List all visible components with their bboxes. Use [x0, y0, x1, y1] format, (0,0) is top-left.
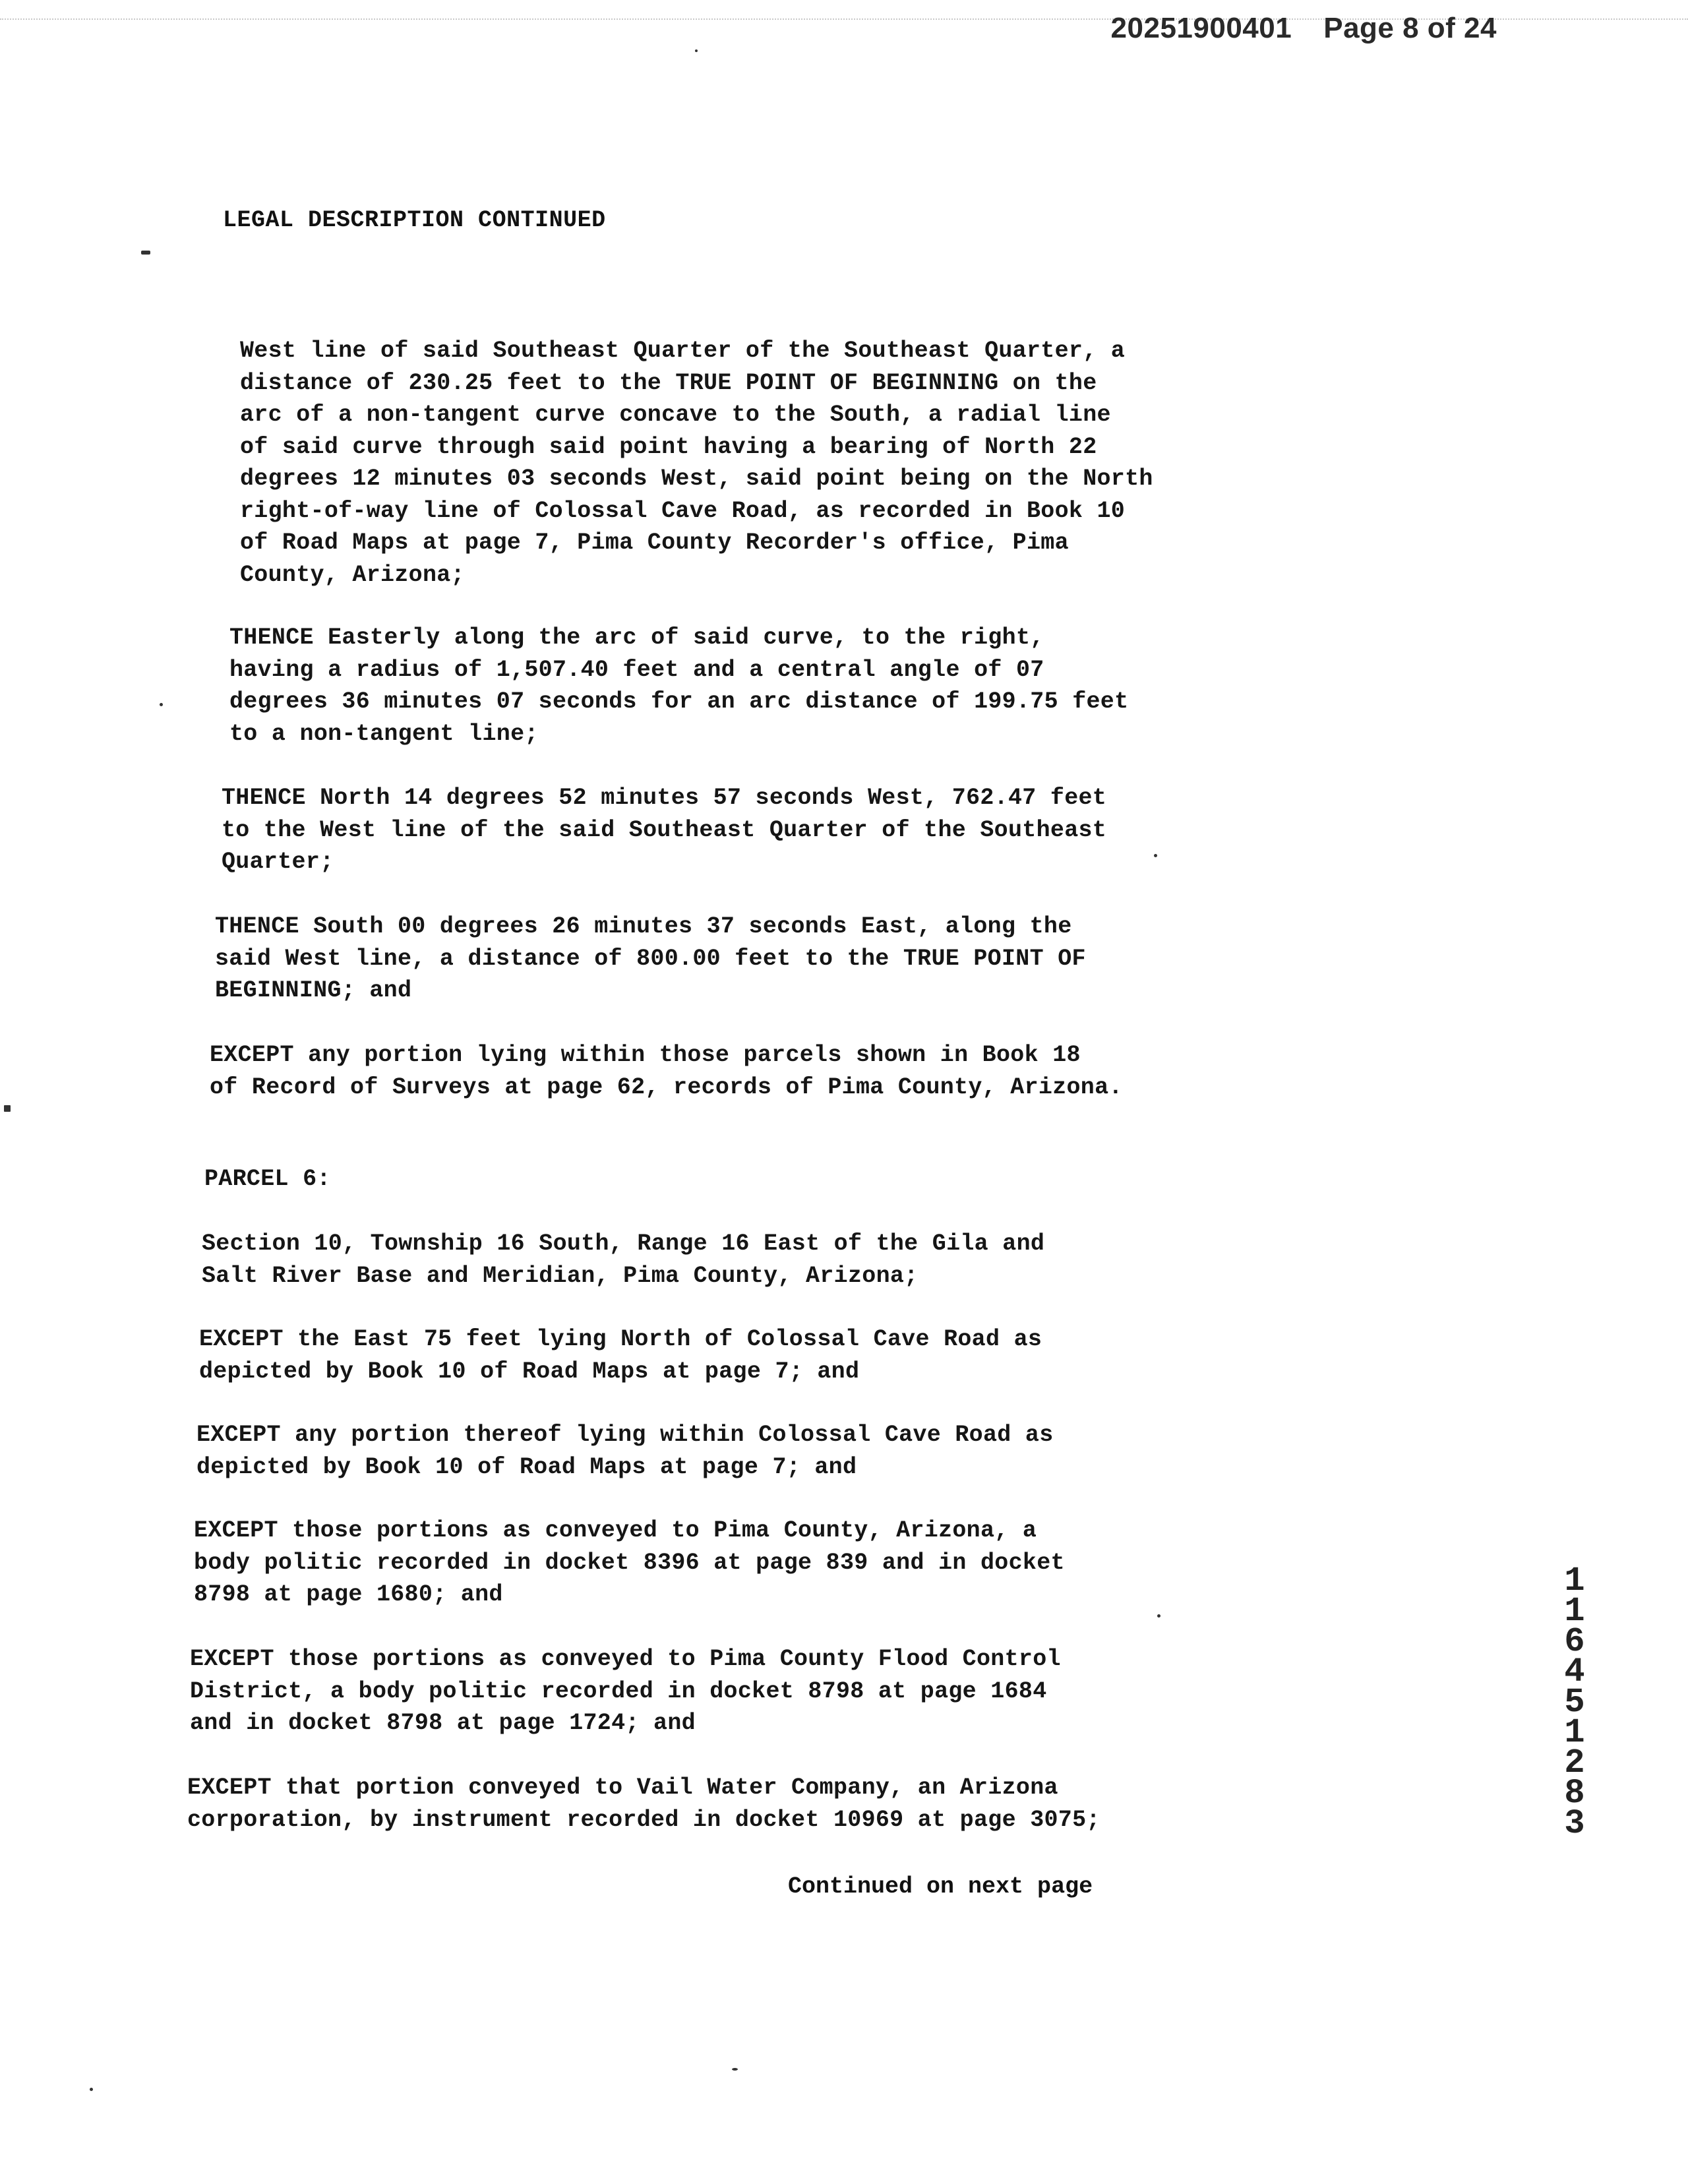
margin-docket-stamp: 11645 1283: [1564, 1562, 1585, 1843]
scan-speck: [141, 251, 150, 255]
section-heading: LEGAL DESCRIPTION CONTINUED: [223, 207, 606, 233]
paragraph-except-surveys: EXCEPT any portion lying within those parcels shown in Book 18 of Record of Surveys at page 62, records of Pima County, Arizona.: [210, 1042, 1123, 1101]
paragraph-section-10: Section 10, Township 16 South, Range 16 East of the Gila and Salt River Base and Meridian, Pima County, Arizona;: [202, 1230, 1045, 1289]
continued-note: Continued on next page: [788, 1873, 1093, 1900]
scan-speck: [732, 2068, 738, 2071]
page-label: Page 8 of 24: [1323, 12, 1497, 44]
paragraph-thence-easterly: THENCE Easterly along the arc of said curve, to the right, having a radius of 1,507.40 feet and a central angle of 07 degrees 36 minutes 07 seconds for an arc distance of 199.75 feet to a non-tangent line;: [229, 624, 1129, 747]
paragraph-thence-south: THENCE South 00 degrees 26 minutes 37 seconds East, along the said West line, a distance of 800.00 feet to the TRUE POINT OF BEGINNING; and: [215, 913, 1086, 1004]
scan-speck: [1154, 854, 1157, 857]
parcel-heading: PARCEL 6:: [204, 1166, 331, 1192]
document-number: 20251900401: [1110, 12, 1292, 44]
recording-header: [1111, 12, 1497, 45]
scan-speck: [4, 1105, 11, 1112]
paragraph-except-east-75: EXCEPT the East 75 feet lying North of Colossal Cave Road as depicted by Book 10 of Road Maps at page 7; and: [199, 1326, 1042, 1385]
paragraph-thence-north: THENCE North 14 degrees 52 minutes 57 seconds West, 762.47 feet to the West line of the said Southeast Quarter of the Southeast Quarter;: [222, 785, 1107, 875]
paragraph-except-pima-county: EXCEPT those portions as conveyed to Pima County, Arizona, a body politic recorded in docket 8396 at page 839 and in docket 8798 at page 1680; and: [194, 1517, 1065, 1608]
scan-speck: [1157, 1614, 1160, 1618]
paragraph-except-road: EXCEPT any portion thereof lying within Colossal Cave Road as depicted by Book 10 of Road Maps at page 7; and: [196, 1422, 1054, 1480]
paragraph-except-flood-control: EXCEPT those portions as conveyed to Pima County Flood Control District, a body politic recorded in docket 8798 at page 1684 and in docket 8798 at page 1724; and: [190, 1646, 1061, 1736]
scan-speck: [90, 2088, 93, 2091]
scan-speck: [695, 49, 698, 52]
scan-speck: [160, 703, 163, 706]
paragraph-except-vail-water: EXCEPT that portion conveyed to Vail Water Company, an Arizona corporation, by instrument recorded in docket 10969 at page 3075;: [187, 1774, 1100, 1833]
paragraph-west-line: West line of said Southeast Quarter of the Southeast Quarter, a distance of 230.25 feet to the TRUE POINT OF BEGINNING on the arc of a non-tangent curve concave to the South, a radial line of said curve through said point having a bearing of North 22 degrees 12 minutes 03 seconds West, said point being on the North right-of-way line of Colossal Cave Road, as recorded in Book 10 of Road Maps at page 7, Pima County Recorder's office, Pima County, Arizona;: [240, 338, 1153, 588]
